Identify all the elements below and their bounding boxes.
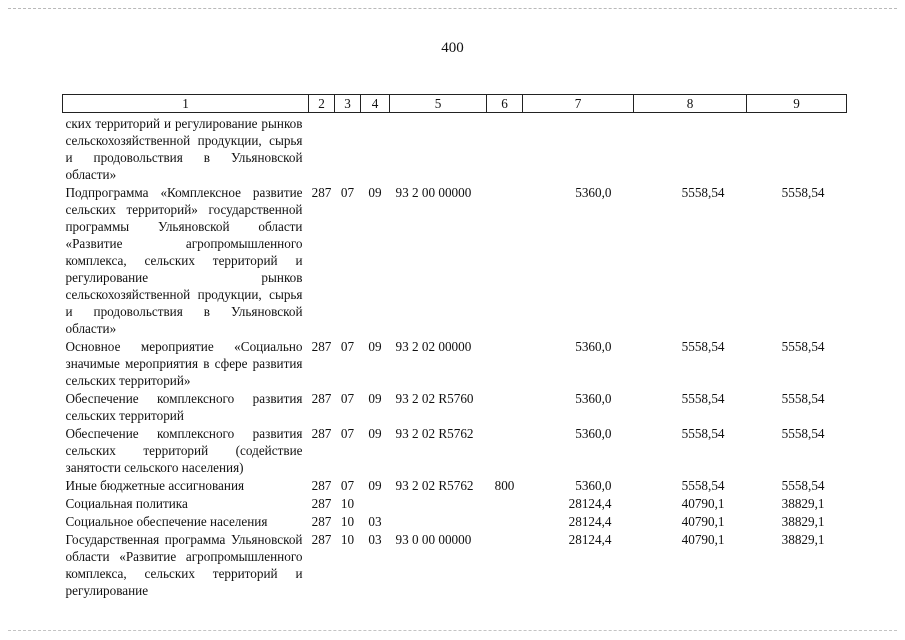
row-col-6: [487, 495, 523, 513]
row-col-9: 5558,54: [781, 478, 825, 493]
row-col-3: 07: [340, 478, 355, 493]
row-name: Основное мероприятие «Социально значимые мероприятия в сфере развития сельских территорий»: [65, 339, 303, 388]
row-col-6: [487, 390, 523, 425]
row-col-2: 287: [311, 185, 332, 200]
table-row: [63, 513, 847, 531]
row-col-4: 09: [368, 185, 382, 200]
row-col-2: 287: [311, 514, 332, 529]
row-col-7: [523, 113, 634, 185]
row-col-3: 10: [340, 496, 355, 511]
row-col-3: 07: [340, 339, 355, 354]
row-col-8: 5558,54: [681, 478, 725, 493]
row-col-2: [309, 113, 335, 185]
header-col-9: 9: [747, 95, 847, 113]
row-col-6: [487, 113, 523, 185]
row-col-2: 287: [311, 478, 332, 493]
row-name: Иные бюджетные ассигнования: [65, 478, 245, 493]
row-col-9: 38829,1: [781, 496, 825, 511]
row-col-2: 287: [311, 496, 332, 511]
scan-edge-bottom: [8, 630, 897, 631]
row-name: Государственная программа Ульяновской области «Развитие агропромышленного комплекса, сельских территорий и регулирование: [65, 532, 303, 598]
page-number: 400: [441, 40, 464, 56]
row-col-7: 5360,0: [575, 426, 612, 441]
row-col-5: [390, 495, 487, 513]
row-col-4: [361, 495, 390, 513]
row-col-4: 03: [368, 514, 382, 529]
row-col-3: [335, 113, 361, 185]
row-col-4: 09: [368, 426, 382, 441]
row-col-9: 5558,54: [781, 339, 825, 354]
row-name: Обеспечение комплексного развития сельских территорий: [65, 391, 303, 423]
row-col-8: 5558,54: [681, 185, 725, 200]
row-col-7: 28124,4: [568, 496, 612, 511]
header-col-4: 4: [361, 95, 390, 113]
budget-table: [62, 94, 847, 600]
row-col-6: [487, 425, 523, 477]
header-col-5: 5: [390, 95, 487, 113]
row-col-5: 93 2 00 00000: [395, 185, 472, 200]
row-col-5: 93 0 00 00000: [395, 532, 472, 547]
row-col-6: 800: [494, 478, 515, 493]
row-col-5: 93 2 02 R5760: [395, 391, 474, 406]
table-row: [63, 113, 847, 185]
row-col-4: 03: [368, 532, 382, 547]
table-header-row: [63, 95, 847, 113]
row-name: Обеспечение комплексного развития сельских территорий (содействие занятости сельского населения): [65, 426, 303, 475]
row-col-7: 5360,0: [575, 185, 612, 200]
row-name: Социальное обеспечение населения: [65, 514, 268, 529]
row-col-5: 93 2 02 R5762: [395, 426, 474, 441]
row-col-3: 07: [340, 426, 355, 441]
row-col-3: 10: [340, 514, 355, 529]
row-col-5: [390, 513, 487, 531]
row-col-8: [634, 113, 747, 185]
scan-edge-top: [8, 8, 897, 9]
row-col-3: 07: [340, 185, 355, 200]
row-col-5: [390, 113, 487, 185]
row-name: ских территорий и регулирование рынков сельскохозяйственной продукции, сырья и продовольствия в Ульяновской области»: [65, 116, 303, 182]
row-col-6: [487, 338, 523, 390]
row-col-4: 09: [368, 478, 382, 493]
table-row: [63, 495, 847, 513]
header-col-6: 6: [487, 95, 523, 113]
row-col-2: 287: [311, 339, 332, 354]
row-col-2: 287: [311, 426, 332, 441]
table-row: [63, 184, 847, 338]
row-col-9: 5558,54: [781, 391, 825, 406]
row-col-6: [487, 184, 523, 338]
row-col-3: 07: [340, 391, 355, 406]
table-row: [63, 425, 847, 477]
header-col-2: 2: [309, 95, 335, 113]
row-col-9: 38829,1: [781, 532, 825, 547]
row-col-5: 93 2 02 00000: [395, 339, 472, 354]
table-body: [63, 113, 847, 601]
header-col-3: 3: [335, 95, 361, 113]
row-col-9: 38829,1: [781, 514, 825, 529]
row-col-8: 5558,54: [681, 426, 725, 441]
row-col-2: 287: [311, 391, 332, 406]
table-row: [63, 390, 847, 425]
row-name: Подпрограмма «Комплексное развитие сельских территорий» государственной программы Ульяновской области «Развитие агропромышленного комплекса, сельских территорий и регулирование рынков сельскохозяйственной продукции, сырья и продовольствия в Ульяновской области»: [65, 185, 303, 336]
row-col-7: 5360,0: [575, 391, 612, 406]
row-col-9: 5558,54: [781, 185, 825, 200]
row-col-4: 09: [368, 391, 382, 406]
row-col-7: 28124,4: [568, 514, 612, 529]
row-name: Социальная политика: [65, 496, 188, 511]
row-col-7: 5360,0: [575, 478, 612, 493]
row-col-6: [487, 531, 523, 600]
row-col-3: 10: [340, 532, 355, 547]
row-col-9: 5558,54: [781, 426, 825, 441]
row-col-8: 5558,54: [681, 339, 725, 354]
table-row: [63, 338, 847, 390]
row-col-7: 28124,4: [568, 532, 612, 547]
table-row: [63, 477, 847, 495]
row-col-8: 40790,1: [681, 532, 725, 547]
row-col-5: 93 2 02 R5762: [395, 478, 474, 493]
row-col-2: 287: [311, 532, 332, 547]
header-col-8: 8: [634, 95, 747, 113]
table-row: [63, 531, 847, 600]
row-col-7: 5360,0: [575, 339, 612, 354]
row-col-8: 5558,54: [681, 391, 725, 406]
row-col-8: 40790,1: [681, 514, 725, 529]
row-col-6: [487, 513, 523, 531]
row-col-4: 09: [368, 339, 382, 354]
header-col-7: 7: [523, 95, 634, 113]
row-col-4: [361, 113, 390, 185]
row-col-9: [747, 113, 847, 185]
row-col-8: 40790,1: [681, 496, 725, 511]
header-col-1: 1: [63, 95, 309, 113]
